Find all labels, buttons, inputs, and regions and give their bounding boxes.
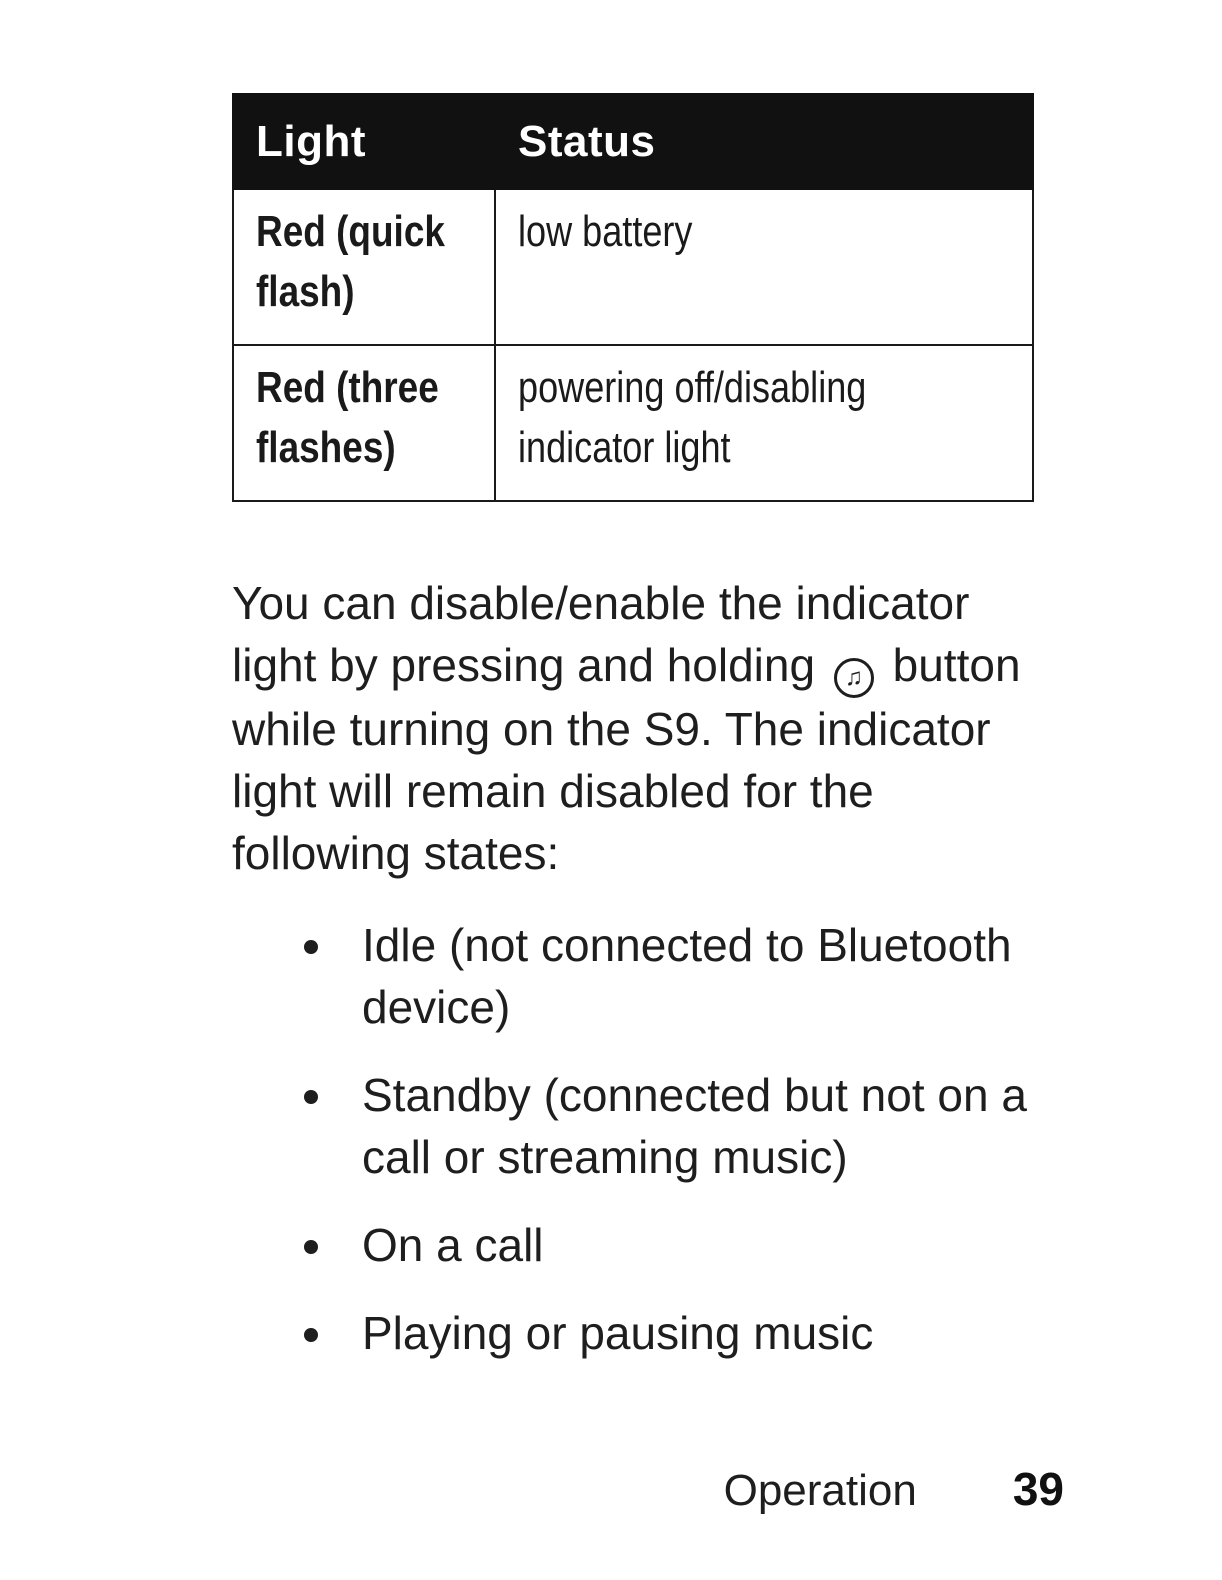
paragraph-text-after-icon: button while turning on the S9. The indicator light will remain disabled for the following states: xyxy=(232,639,1021,879)
table-row xyxy=(233,189,1033,345)
light-cell xyxy=(233,189,495,345)
bullet-icon xyxy=(304,1090,318,1104)
table-header-row xyxy=(233,94,1033,189)
list-item-text: Idle (not connected to Bluetooth device) xyxy=(362,919,1012,1033)
list-item xyxy=(300,1302,1060,1364)
status-line: low battery xyxy=(518,207,693,256)
light-cell xyxy=(233,345,495,501)
light-line: flash) xyxy=(256,267,355,316)
paragraph-text-before-icon: You can disable/enable the indicator light by pressing and holding xyxy=(232,577,970,691)
status-cell xyxy=(495,345,1033,501)
page-footer xyxy=(724,1462,1064,1516)
bullet-icon xyxy=(304,1240,318,1254)
list-item xyxy=(300,914,1060,1038)
column-header-light: Light xyxy=(233,94,495,189)
bullet-icon xyxy=(304,940,318,954)
list-item-text: Playing or pausing music xyxy=(362,1307,874,1359)
bullet-icon xyxy=(304,1328,318,1342)
instruction-paragraph xyxy=(232,572,1052,884)
table-row xyxy=(233,345,1033,501)
indicator-light-status-table xyxy=(232,93,1034,502)
list-item xyxy=(300,1064,1060,1188)
section-name: Operation xyxy=(723,1466,917,1515)
list-item-text: On a call xyxy=(362,1219,544,1271)
column-header-status: Status xyxy=(495,94,1033,189)
page-number: 39 xyxy=(1012,1463,1064,1515)
light-line: Red (quick xyxy=(256,207,445,256)
status-cell xyxy=(495,189,1033,345)
status-line: indicator light xyxy=(518,423,731,472)
music-note-button-icon: ♫ xyxy=(834,658,874,698)
list-item-text: Standby (connected but not on a call or streaming music) xyxy=(362,1069,1027,1183)
status-line: powering off/disabling xyxy=(518,363,867,412)
list-item xyxy=(300,1214,1060,1276)
disabled-states-list xyxy=(300,914,1060,1364)
light-line: flashes) xyxy=(256,423,396,472)
light-line: Red (three xyxy=(256,363,439,412)
